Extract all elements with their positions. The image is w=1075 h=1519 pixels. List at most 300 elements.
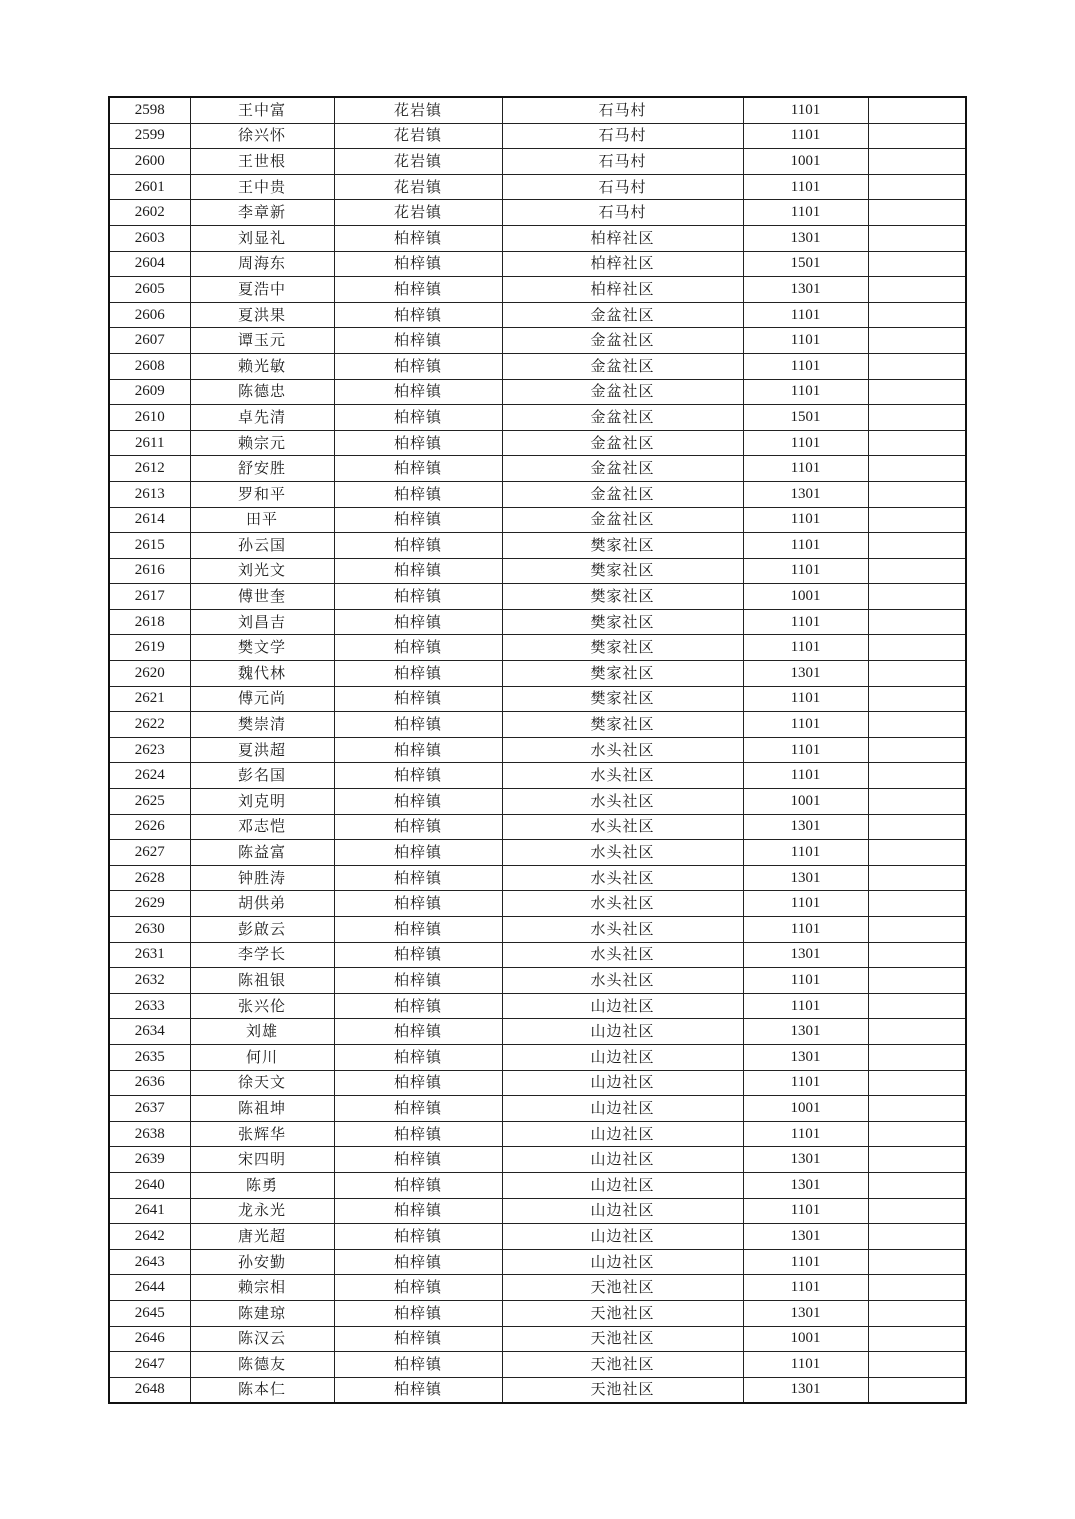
remark-cell bbox=[868, 737, 966, 763]
row-number-cell: 2631 bbox=[109, 942, 190, 968]
town-cell: 柏梓镇 bbox=[334, 942, 502, 968]
town-cell: 柏梓镇 bbox=[334, 533, 502, 559]
town-cell: 柏梓镇 bbox=[334, 302, 502, 328]
remark-cell bbox=[868, 968, 966, 994]
person-name-cell: 何川 bbox=[190, 1044, 334, 1070]
row-number-cell: 2634 bbox=[109, 1019, 190, 1045]
town-cell: 柏梓镇 bbox=[334, 609, 502, 635]
town-cell: 柏梓镇 bbox=[334, 1147, 502, 1173]
remark-cell bbox=[868, 712, 966, 738]
village-cell: 水头社区 bbox=[502, 814, 743, 840]
row-number-cell: 2607 bbox=[109, 328, 190, 354]
table-row bbox=[109, 251, 966, 277]
village-cell: 山边社区 bbox=[502, 993, 743, 1019]
table-row bbox=[109, 789, 966, 815]
table-row bbox=[109, 814, 966, 840]
row-number-cell: 2623 bbox=[109, 737, 190, 763]
category-code-cell: 1101 bbox=[743, 353, 868, 379]
town-cell: 柏梓镇 bbox=[334, 1300, 502, 1326]
person-name-cell: 徐天文 bbox=[190, 1070, 334, 1096]
row-number-cell: 2637 bbox=[109, 1096, 190, 1122]
row-number-cell: 2605 bbox=[109, 277, 190, 303]
remark-cell bbox=[868, 584, 966, 610]
category-code-cell: 1101 bbox=[743, 174, 868, 200]
person-name-cell: 彭啟云 bbox=[190, 917, 334, 943]
category-code-cell: 1101 bbox=[743, 1198, 868, 1224]
row-number-cell: 2619 bbox=[109, 635, 190, 661]
person-name-cell: 钟胜涛 bbox=[190, 865, 334, 891]
person-name-cell: 赖宗元 bbox=[190, 430, 334, 456]
remark-cell bbox=[868, 533, 966, 559]
village-cell: 樊家社区 bbox=[502, 558, 743, 584]
village-cell: 水头社区 bbox=[502, 865, 743, 891]
row-number-cell: 2635 bbox=[109, 1044, 190, 1070]
town-cell: 柏梓镇 bbox=[334, 737, 502, 763]
town-cell: 柏梓镇 bbox=[334, 1249, 502, 1275]
person-name-cell: 陈本仁 bbox=[190, 1377, 334, 1403]
remark-cell bbox=[868, 686, 966, 712]
remark-cell bbox=[868, 661, 966, 687]
person-name-cell: 李章新 bbox=[190, 200, 334, 226]
category-code-cell: 1101 bbox=[743, 840, 868, 866]
village-cell: 水头社区 bbox=[502, 840, 743, 866]
village-cell: 金盆社区 bbox=[502, 430, 743, 456]
row-number-cell: 2643 bbox=[109, 1249, 190, 1275]
row-number-cell: 2626 bbox=[109, 814, 190, 840]
category-code-cell: 1101 bbox=[743, 968, 868, 994]
village-cell: 樊家社区 bbox=[502, 533, 743, 559]
category-code-cell: 1101 bbox=[743, 328, 868, 354]
town-cell: 柏梓镇 bbox=[334, 993, 502, 1019]
town-cell: 柏梓镇 bbox=[334, 277, 502, 303]
town-cell: 柏梓镇 bbox=[334, 1044, 502, 1070]
village-cell: 柏梓社区 bbox=[502, 277, 743, 303]
row-number-cell: 2625 bbox=[109, 789, 190, 815]
row-number-cell: 2617 bbox=[109, 584, 190, 610]
village-cell: 天池社区 bbox=[502, 1377, 743, 1403]
village-cell: 樊家社区 bbox=[502, 712, 743, 738]
village-cell: 山边社区 bbox=[502, 1147, 743, 1173]
village-cell: 金盆社区 bbox=[502, 405, 743, 431]
table-row bbox=[109, 302, 966, 328]
row-number-cell: 2601 bbox=[109, 174, 190, 200]
village-cell: 天池社区 bbox=[502, 1275, 743, 1301]
row-number-cell: 2627 bbox=[109, 840, 190, 866]
row-number-cell: 2629 bbox=[109, 891, 190, 917]
category-code-cell: 1301 bbox=[743, 225, 868, 251]
table-row bbox=[109, 968, 966, 994]
table-row bbox=[109, 1249, 966, 1275]
table-row bbox=[109, 1096, 966, 1122]
table-row bbox=[109, 1198, 966, 1224]
table-row bbox=[109, 686, 966, 712]
category-code-cell: 1101 bbox=[743, 609, 868, 635]
table-row bbox=[109, 1224, 966, 1250]
remark-cell bbox=[868, 225, 966, 251]
person-name-cell: 田平 bbox=[190, 507, 334, 533]
remark-cell bbox=[868, 558, 966, 584]
town-cell: 柏梓镇 bbox=[334, 328, 502, 354]
roster-table-body bbox=[109, 97, 966, 1403]
table-row bbox=[109, 763, 966, 789]
row-number-cell: 2613 bbox=[109, 481, 190, 507]
village-cell: 水头社区 bbox=[502, 942, 743, 968]
person-name-cell: 李学长 bbox=[190, 942, 334, 968]
category-code-cell: 1301 bbox=[743, 814, 868, 840]
table-row bbox=[109, 558, 966, 584]
table-row bbox=[109, 840, 966, 866]
row-number-cell: 2628 bbox=[109, 865, 190, 891]
town-cell: 柏梓镇 bbox=[334, 1377, 502, 1403]
row-number-cell: 2647 bbox=[109, 1352, 190, 1378]
remark-cell bbox=[868, 251, 966, 277]
table-row bbox=[109, 353, 966, 379]
town-cell: 柏梓镇 bbox=[334, 1326, 502, 1352]
village-cell: 樊家社区 bbox=[502, 609, 743, 635]
village-cell: 石马村 bbox=[502, 97, 743, 123]
person-name-cell: 陈德忠 bbox=[190, 379, 334, 405]
village-cell: 金盆社区 bbox=[502, 353, 743, 379]
town-cell: 柏梓镇 bbox=[334, 1019, 502, 1045]
category-code-cell: 1101 bbox=[743, 891, 868, 917]
table-row bbox=[109, 917, 966, 943]
person-name-cell: 夏浩中 bbox=[190, 277, 334, 303]
person-name-cell: 刘雄 bbox=[190, 1019, 334, 1045]
table-row bbox=[109, 379, 966, 405]
category-code-cell: 1101 bbox=[743, 533, 868, 559]
category-code-cell: 1101 bbox=[743, 763, 868, 789]
town-cell: 柏梓镇 bbox=[334, 379, 502, 405]
person-name-cell: 罗和平 bbox=[190, 481, 334, 507]
row-number-cell: 2604 bbox=[109, 251, 190, 277]
row-number-cell: 2616 bbox=[109, 558, 190, 584]
village-cell: 天池社区 bbox=[502, 1326, 743, 1352]
remark-cell bbox=[868, 405, 966, 431]
person-name-cell: 王中富 bbox=[190, 97, 334, 123]
remark-cell bbox=[868, 789, 966, 815]
person-name-cell: 张兴伦 bbox=[190, 993, 334, 1019]
row-number-cell: 2620 bbox=[109, 661, 190, 687]
table-row bbox=[109, 1275, 966, 1301]
remark-cell bbox=[868, 942, 966, 968]
table-row bbox=[109, 993, 966, 1019]
village-cell: 天池社区 bbox=[502, 1300, 743, 1326]
category-code-cell: 1101 bbox=[743, 200, 868, 226]
category-code-cell: 1101 bbox=[743, 712, 868, 738]
category-code-cell: 1301 bbox=[743, 942, 868, 968]
person-name-cell: 樊崇清 bbox=[190, 712, 334, 738]
category-code-cell: 1301 bbox=[743, 1300, 868, 1326]
row-number-cell: 2599 bbox=[109, 123, 190, 149]
village-cell: 樊家社区 bbox=[502, 686, 743, 712]
village-cell: 石马村 bbox=[502, 123, 743, 149]
person-name-cell: 唐光超 bbox=[190, 1224, 334, 1250]
town-cell: 柏梓镇 bbox=[334, 789, 502, 815]
person-name-cell: 邓志恺 bbox=[190, 814, 334, 840]
row-number-cell: 2644 bbox=[109, 1275, 190, 1301]
table-row bbox=[109, 865, 966, 891]
remark-cell bbox=[868, 865, 966, 891]
row-number-cell: 2598 bbox=[109, 97, 190, 123]
table-row bbox=[109, 609, 966, 635]
row-number-cell: 2609 bbox=[109, 379, 190, 405]
row-number-cell: 2621 bbox=[109, 686, 190, 712]
row-number-cell: 2636 bbox=[109, 1070, 190, 1096]
table-row bbox=[109, 635, 966, 661]
row-number-cell: 2618 bbox=[109, 609, 190, 635]
table-row bbox=[109, 225, 966, 251]
row-number-cell: 2615 bbox=[109, 533, 190, 559]
row-number-cell: 2646 bbox=[109, 1326, 190, 1352]
person-name-cell: 陈德友 bbox=[190, 1352, 334, 1378]
table-row bbox=[109, 1044, 966, 1070]
village-cell: 山边社区 bbox=[502, 1198, 743, 1224]
remark-cell bbox=[868, 840, 966, 866]
remark-cell bbox=[868, 1172, 966, 1198]
village-cell: 金盆社区 bbox=[502, 456, 743, 482]
town-cell: 柏梓镇 bbox=[334, 1121, 502, 1147]
remark-cell bbox=[868, 277, 966, 303]
category-code-cell: 1501 bbox=[743, 251, 868, 277]
village-cell: 金盆社区 bbox=[502, 302, 743, 328]
row-number-cell: 2638 bbox=[109, 1121, 190, 1147]
row-number-cell: 2624 bbox=[109, 763, 190, 789]
village-cell: 山边社区 bbox=[502, 1096, 743, 1122]
category-code-cell: 1101 bbox=[743, 507, 868, 533]
table-row bbox=[109, 533, 966, 559]
person-name-cell: 樊文学 bbox=[190, 635, 334, 661]
remark-cell bbox=[868, 430, 966, 456]
person-name-cell: 孙安勤 bbox=[190, 1249, 334, 1275]
row-number-cell: 2603 bbox=[109, 225, 190, 251]
category-code-cell: 1301 bbox=[743, 1147, 868, 1173]
remark-cell bbox=[868, 814, 966, 840]
remark-cell bbox=[868, 379, 966, 405]
town-cell: 柏梓镇 bbox=[334, 840, 502, 866]
remark-cell bbox=[868, 1377, 966, 1403]
row-number-cell: 2645 bbox=[109, 1300, 190, 1326]
table-row bbox=[109, 1300, 966, 1326]
village-cell: 樊家社区 bbox=[502, 661, 743, 687]
row-number-cell: 2641 bbox=[109, 1198, 190, 1224]
remark-cell bbox=[868, 1275, 966, 1301]
town-cell: 柏梓镇 bbox=[334, 584, 502, 610]
category-code-cell: 1501 bbox=[743, 405, 868, 431]
town-cell: 花岩镇 bbox=[334, 200, 502, 226]
town-cell: 柏梓镇 bbox=[334, 1198, 502, 1224]
row-number-cell: 2642 bbox=[109, 1224, 190, 1250]
village-cell: 山边社区 bbox=[502, 1070, 743, 1096]
person-name-cell: 周海东 bbox=[190, 251, 334, 277]
category-code-cell: 1101 bbox=[743, 1121, 868, 1147]
category-code-cell: 1301 bbox=[743, 661, 868, 687]
table-row bbox=[109, 661, 966, 687]
category-code-cell: 1101 bbox=[743, 993, 868, 1019]
category-code-cell: 1101 bbox=[743, 686, 868, 712]
remark-cell bbox=[868, 1300, 966, 1326]
town-cell: 柏梓镇 bbox=[334, 1070, 502, 1096]
remark-cell bbox=[868, 1096, 966, 1122]
person-name-cell: 宋四明 bbox=[190, 1147, 334, 1173]
remark-cell bbox=[868, 1352, 966, 1378]
town-cell: 花岩镇 bbox=[334, 123, 502, 149]
remark-cell bbox=[868, 1224, 966, 1250]
category-code-cell: 1301 bbox=[743, 865, 868, 891]
person-name-cell: 孙云国 bbox=[190, 533, 334, 559]
category-code-cell: 1001 bbox=[743, 789, 868, 815]
town-cell: 柏梓镇 bbox=[334, 891, 502, 917]
town-cell: 柏梓镇 bbox=[334, 1352, 502, 1378]
remark-cell bbox=[868, 1147, 966, 1173]
village-cell: 天池社区 bbox=[502, 1352, 743, 1378]
town-cell: 柏梓镇 bbox=[334, 686, 502, 712]
village-cell: 石马村 bbox=[502, 200, 743, 226]
category-code-cell: 1101 bbox=[743, 1352, 868, 1378]
town-cell: 花岩镇 bbox=[334, 149, 502, 175]
table-row bbox=[109, 1121, 966, 1147]
town-cell: 柏梓镇 bbox=[334, 1172, 502, 1198]
person-name-cell: 傅世奎 bbox=[190, 584, 334, 610]
town-cell: 柏梓镇 bbox=[334, 481, 502, 507]
remark-cell bbox=[868, 328, 966, 354]
table-row bbox=[109, 328, 966, 354]
village-cell: 山边社区 bbox=[502, 1121, 743, 1147]
person-name-cell: 徐兴怀 bbox=[190, 123, 334, 149]
remark-cell bbox=[868, 1121, 966, 1147]
category-code-cell: 1101 bbox=[743, 302, 868, 328]
category-code-cell: 1001 bbox=[743, 1326, 868, 1352]
category-code-cell: 1001 bbox=[743, 149, 868, 175]
remark-cell bbox=[868, 97, 966, 123]
remark-cell bbox=[868, 481, 966, 507]
row-number-cell: 2632 bbox=[109, 968, 190, 994]
person-name-cell: 陈益富 bbox=[190, 840, 334, 866]
village-cell: 石马村 bbox=[502, 174, 743, 200]
village-cell: 金盆社区 bbox=[502, 481, 743, 507]
row-number-cell: 2630 bbox=[109, 917, 190, 943]
table-row bbox=[109, 123, 966, 149]
village-cell: 樊家社区 bbox=[502, 635, 743, 661]
person-name-cell: 舒安胜 bbox=[190, 456, 334, 482]
table-row bbox=[109, 1172, 966, 1198]
table-row bbox=[109, 1147, 966, 1173]
table-row bbox=[109, 430, 966, 456]
row-number-cell: 2614 bbox=[109, 507, 190, 533]
remark-cell bbox=[868, 635, 966, 661]
village-cell: 金盆社区 bbox=[502, 507, 743, 533]
town-cell: 柏梓镇 bbox=[334, 814, 502, 840]
village-cell: 水头社区 bbox=[502, 891, 743, 917]
town-cell: 柏梓镇 bbox=[334, 225, 502, 251]
row-number-cell: 2640 bbox=[109, 1172, 190, 1198]
town-cell: 花岩镇 bbox=[334, 97, 502, 123]
remark-cell bbox=[868, 302, 966, 328]
village-cell: 金盆社区 bbox=[502, 328, 743, 354]
village-cell: 柏梓社区 bbox=[502, 225, 743, 251]
person-name-cell: 陈建琼 bbox=[190, 1300, 334, 1326]
town-cell: 柏梓镇 bbox=[334, 558, 502, 584]
table-row bbox=[109, 1326, 966, 1352]
town-cell: 柏梓镇 bbox=[334, 405, 502, 431]
row-number-cell: 2602 bbox=[109, 200, 190, 226]
row-number-cell: 2612 bbox=[109, 456, 190, 482]
person-name-cell: 傅元尚 bbox=[190, 686, 334, 712]
remark-cell bbox=[868, 149, 966, 175]
person-name-cell: 彭名国 bbox=[190, 763, 334, 789]
village-cell: 石马村 bbox=[502, 149, 743, 175]
person-name-cell: 王世根 bbox=[190, 149, 334, 175]
remark-cell bbox=[868, 1019, 966, 1045]
category-code-cell: 1101 bbox=[743, 1275, 868, 1301]
person-name-cell: 陈祖坤 bbox=[190, 1096, 334, 1122]
village-cell: 山边社区 bbox=[502, 1172, 743, 1198]
category-code-cell: 1101 bbox=[743, 123, 868, 149]
village-cell: 水头社区 bbox=[502, 789, 743, 815]
person-name-cell: 赖宗相 bbox=[190, 1275, 334, 1301]
category-code-cell: 1301 bbox=[743, 1224, 868, 1250]
row-number-cell: 2648 bbox=[109, 1377, 190, 1403]
category-code-cell: 1101 bbox=[743, 635, 868, 661]
category-code-cell: 1301 bbox=[743, 481, 868, 507]
table-row bbox=[109, 737, 966, 763]
roster-table bbox=[108, 96, 967, 1404]
town-cell: 柏梓镇 bbox=[334, 353, 502, 379]
table-row bbox=[109, 149, 966, 175]
village-cell: 山边社区 bbox=[502, 1224, 743, 1250]
category-code-cell: 1301 bbox=[743, 1019, 868, 1045]
person-name-cell: 刘克明 bbox=[190, 789, 334, 815]
table-row bbox=[109, 200, 966, 226]
row-number-cell: 2610 bbox=[109, 405, 190, 431]
remark-cell bbox=[868, 917, 966, 943]
category-code-cell: 1101 bbox=[743, 97, 868, 123]
category-code-cell: 1301 bbox=[743, 1044, 868, 1070]
remark-cell bbox=[868, 174, 966, 200]
table-row bbox=[109, 712, 966, 738]
remark-cell bbox=[868, 891, 966, 917]
category-code-cell: 1101 bbox=[743, 379, 868, 405]
village-cell: 水头社区 bbox=[502, 763, 743, 789]
table-row bbox=[109, 405, 966, 431]
remark-cell bbox=[868, 200, 966, 226]
person-name-cell: 魏代林 bbox=[190, 661, 334, 687]
person-name-cell: 刘显礼 bbox=[190, 225, 334, 251]
town-cell: 柏梓镇 bbox=[334, 507, 502, 533]
person-name-cell: 刘昌吉 bbox=[190, 609, 334, 635]
village-cell: 水头社区 bbox=[502, 737, 743, 763]
person-name-cell: 陈祖银 bbox=[190, 968, 334, 994]
person-name-cell: 谭玉元 bbox=[190, 328, 334, 354]
town-cell: 柏梓镇 bbox=[334, 1275, 502, 1301]
village-cell: 金盆社区 bbox=[502, 379, 743, 405]
remark-cell bbox=[868, 763, 966, 789]
row-number-cell: 2600 bbox=[109, 149, 190, 175]
category-code-cell: 1101 bbox=[743, 917, 868, 943]
town-cell: 柏梓镇 bbox=[334, 430, 502, 456]
table-row bbox=[109, 891, 966, 917]
village-cell: 柏梓社区 bbox=[502, 251, 743, 277]
table-row bbox=[109, 507, 966, 533]
row-number-cell: 2622 bbox=[109, 712, 190, 738]
category-code-cell: 1101 bbox=[743, 1249, 868, 1275]
person-name-cell: 陈勇 bbox=[190, 1172, 334, 1198]
remark-cell bbox=[868, 1249, 966, 1275]
table-row bbox=[109, 456, 966, 482]
village-cell: 山边社区 bbox=[502, 1044, 743, 1070]
category-code-cell: 1001 bbox=[743, 584, 868, 610]
row-number-cell: 2608 bbox=[109, 353, 190, 379]
town-cell: 柏梓镇 bbox=[334, 1096, 502, 1122]
